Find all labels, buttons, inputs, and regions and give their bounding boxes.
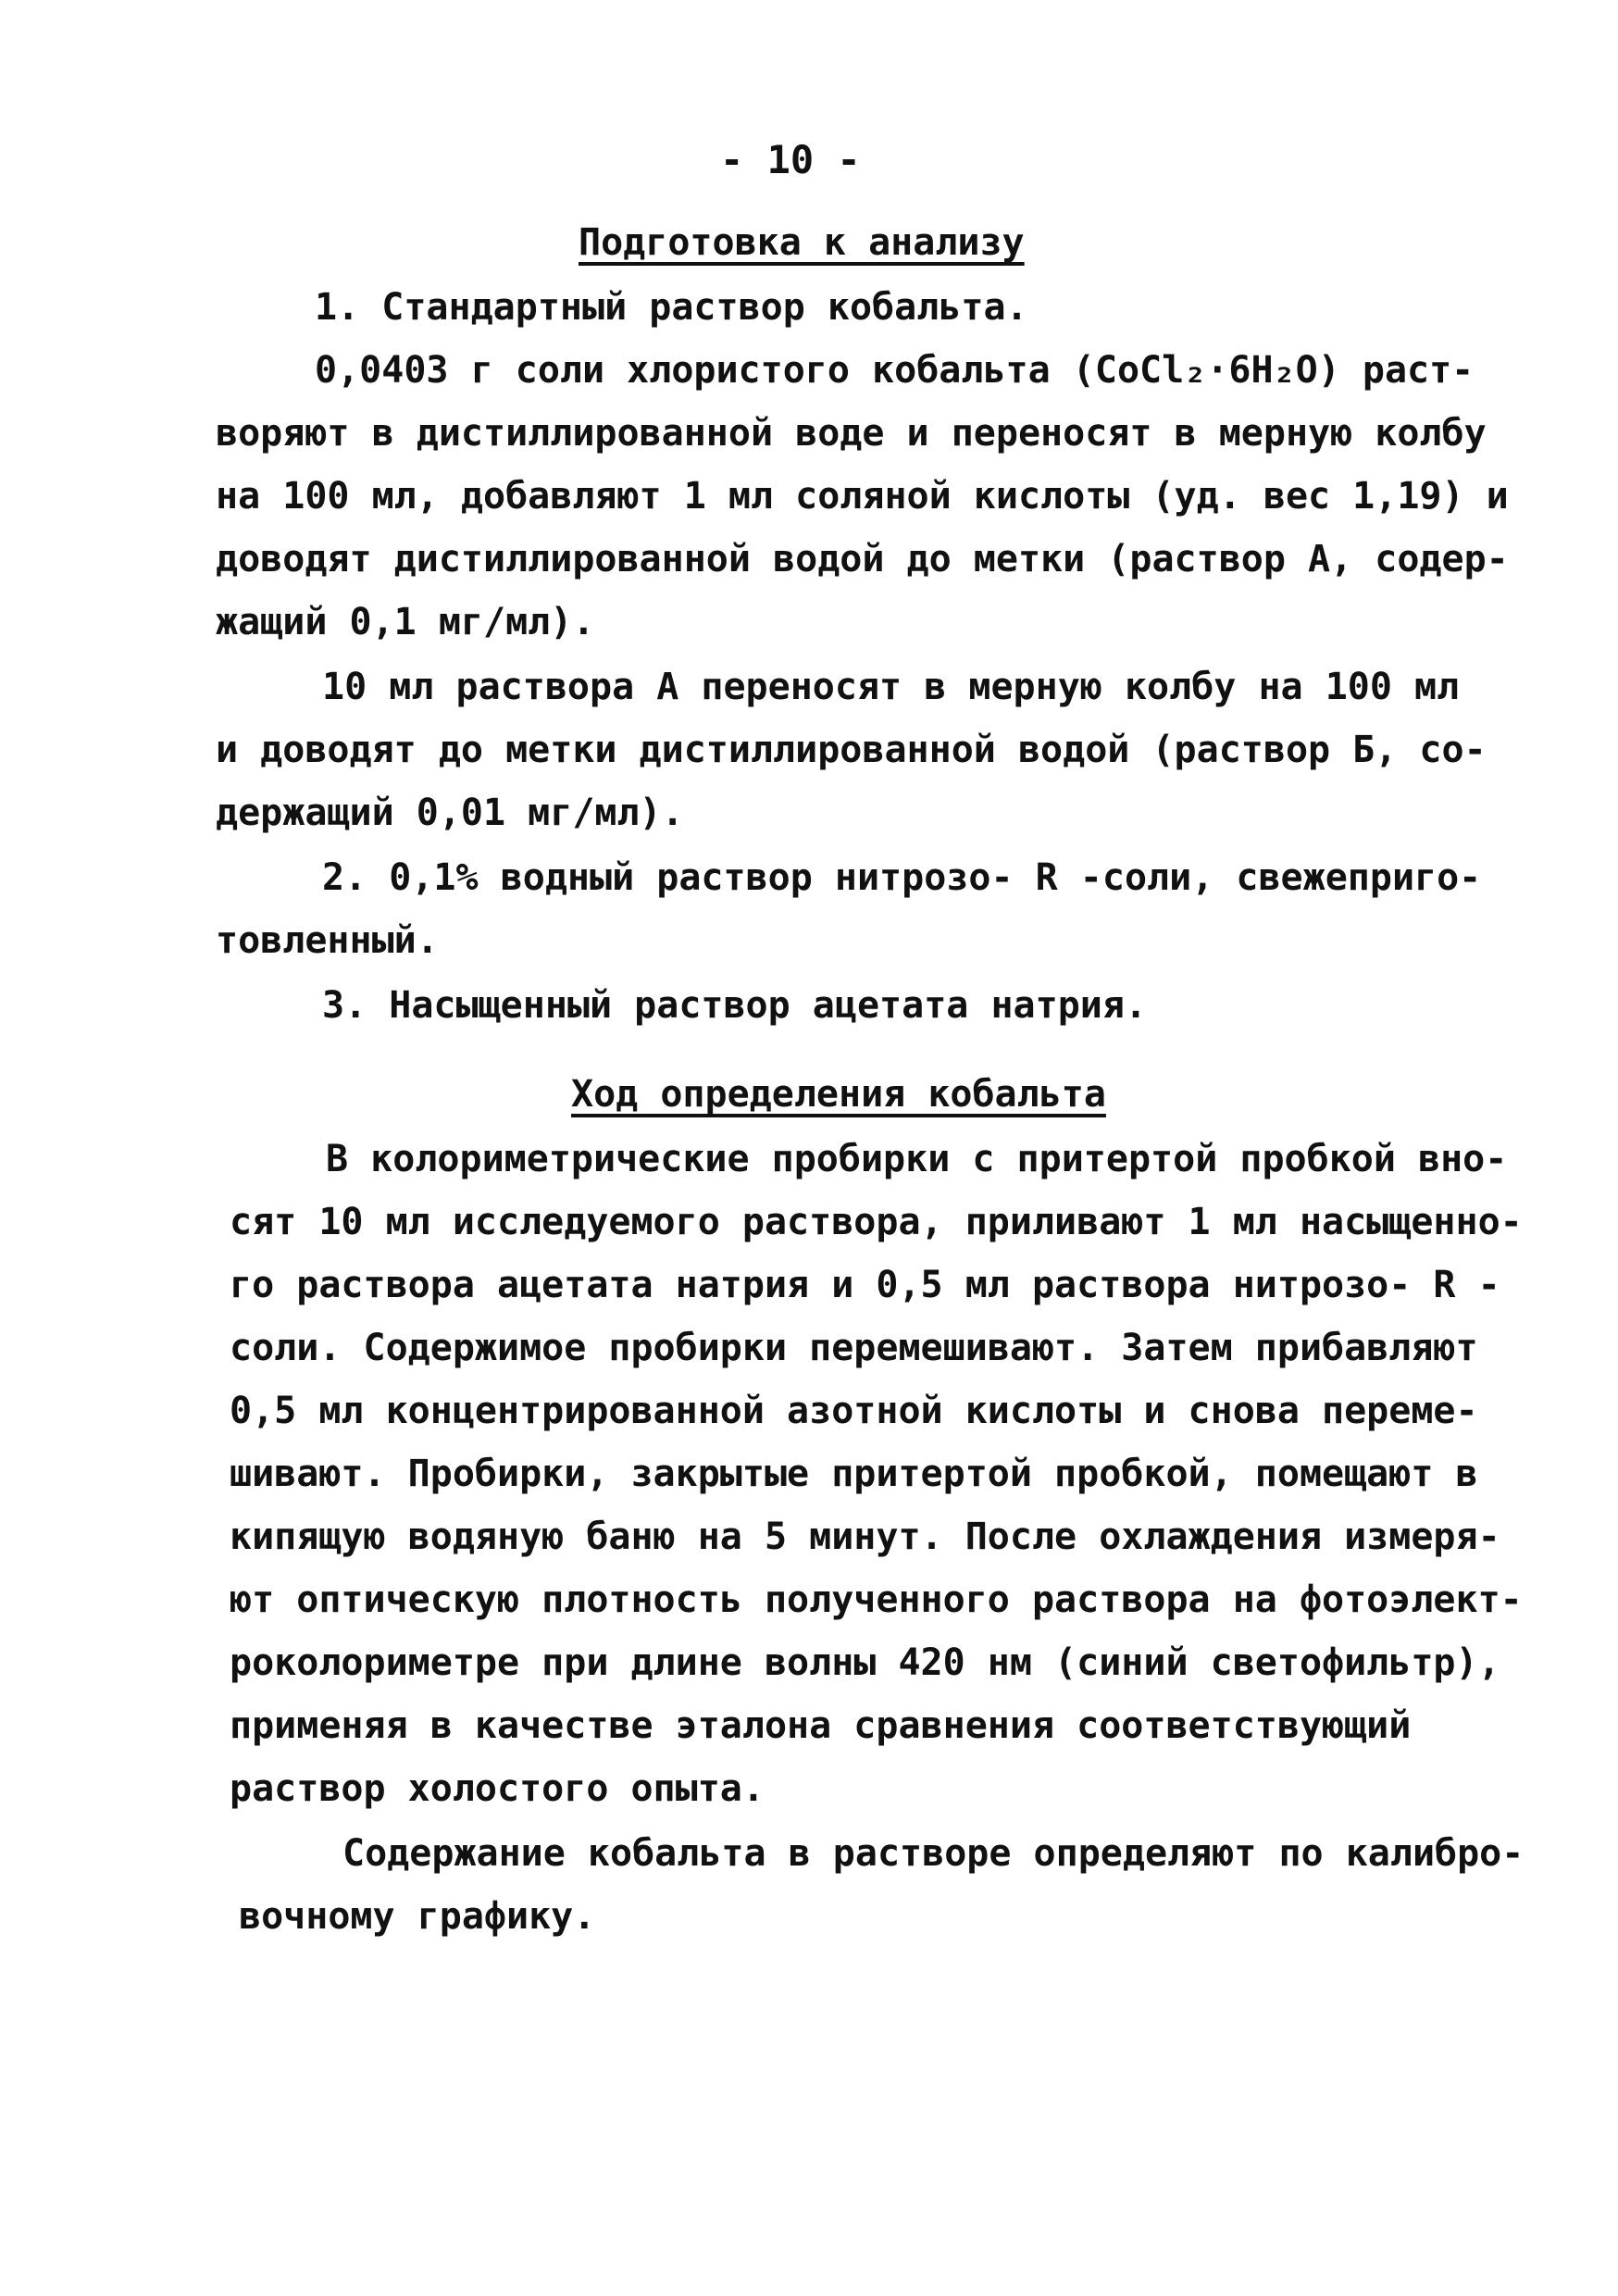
text-line: 2. 0,1% водный раствор нитрозо- R -соли, свежеприго- [322,856,1482,899]
item-1-title: 1. Стандартный раствор кобальта. [315,286,1028,329]
text-line: сят 10 мл исследуемого раствора, приливают 1 мл насыщенно- [230,1201,1523,1243]
text-line: 10 мл раствора А переносят в мерную колбу на 100 мл [322,666,1460,708]
text-line: воряют в дистиллированной воде и переносят в мерную колбу [216,412,1487,455]
text-line: роколориметре при длине волны 420 нм (синий светофильтр), [230,1641,1500,1684]
text-line: раствор холостого опыта. [230,1767,765,1810]
text-line: жащий 0,1 мг/мл). [216,601,595,643]
text-line: ют оптическую плотность полученного раствора на фотоэлект- [230,1578,1523,1621]
text-line: и доводят до метки дистиллированной водой (раствор Б, со- [216,729,1487,771]
text-line: шивают. Пробирки, закрытые притертой пробкой, помещают в [230,1453,1478,1495]
text-line: 3. Насыщенный раствор ацетата натрия. [322,984,1148,1027]
text-line: держащий 0,01 мг/мл). [216,792,684,834]
text-line: 0,5 мл концентрированной азотной кислоты и снова переме- [230,1390,1478,1432]
heading-procedure: Ход определения кобальта [571,1073,1106,1116]
page-number: - 10 - [720,137,861,182]
text-line: применяя в качестве эталона сравнения соответствующий [230,1704,1412,1747]
text-line: Содержание кобальта в растворе определяют по калибро- [342,1832,1525,1875]
text-line: 0,0403 г соли хлористого кобальта (CoCl₂·6H₂O) раст- [315,349,1475,392]
heading-preparation: Подготовка к анализу [579,221,1025,264]
text-line: В колориметрические пробирки с притертой пробкой вно- [326,1138,1508,1180]
text-line: доводят дистиллированной водой до метки (раствор А, содер- [216,538,1509,580]
text-line: го раствора ацетата натрия и 0,5 мл раствора нитрозо- R - [230,1264,1500,1306]
text-line: соли. Содержимое пробирки перемешивают. Затем прибавляют [230,1327,1478,1369]
text-line: на 100 мл, добавляют 1 мл соляной кислоты (уд. вес 1,19) и [216,475,1509,518]
text-line: товленный. [216,919,439,962]
text-line: кипящую водяную баню на 5 минут. После охлаждения измеря- [230,1516,1500,1558]
text-line: вочному графику. [239,1895,596,1938]
